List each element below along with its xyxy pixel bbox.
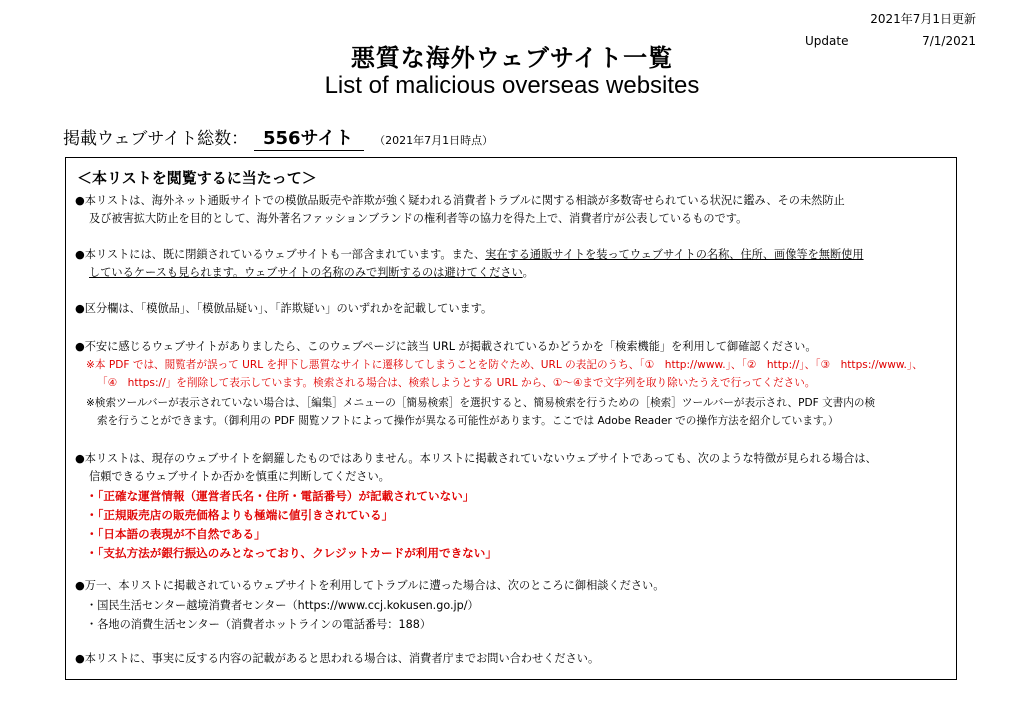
- update-date: 7/1/2021: [922, 34, 976, 48]
- notice-p3: ●区分欄は、「模倣品」、「模倣品疑い」、「詐欺疑い」のいずれかを記載しています。: [75, 302, 493, 315]
- notice-p5-line1: ●本リストは、現存のウェブサイトを網羅したものではありません。本リストに掲載されていないウェブサイトであっても、次のような特徴が見られる場合は、: [75, 452, 877, 465]
- site-total: [63, 124, 493, 151]
- notice-p6-line1: ●万一、本リストに掲載されているウェブサイトを利用してトラブルに遭った場合は、次のところに御相談ください。: [75, 579, 665, 592]
- notice-p2-line2: [89, 265, 534, 281]
- notice-heading: ＜本リストを閲覧するに当たって＞: [77, 169, 317, 187]
- notice-p4-note1-line1: ※本 PDF では、閲覧者が誤って URL を押下し悪質なサイトに遷移してしまうことを防ぐため、URL の表記のうち、「① http://www.」、「② http://」、「③ https://www.」、: [86, 359, 923, 371]
- notice-p6-item2: ・各地の消費生活センター（消費者ホットラインの電話番号：188）: [86, 618, 432, 631]
- notice-p1-line2: 及び被害拡大防止を目的として、海外著名ファッションブランドの権利者等の協力を得た上で、消費者庁が公表しているものです。: [89, 212, 748, 225]
- updated-date-jp: 2021年7月1日更新: [870, 12, 976, 26]
- page-title-en: List of malicious overseas websites: [324, 72, 700, 99]
- notice-p4-note1-line2: 「④ https://」を削除して表示しています。検索される場合は、検索しようとする URL から、①～④まで文字列を取り除いたうえで行ってください。: [97, 377, 816, 389]
- site-total-label: 掲載ウェブサイト総数：: [63, 129, 249, 149]
- site-total-as-of: （2021年7月1日時点）: [374, 134, 494, 147]
- notice-p2-line2-a: しているケースも見られます。ウェブサイトの名称のみで判断するのは避けてください: [89, 266, 523, 279]
- update-label: Update: [805, 34, 849, 48]
- notice-p5-item: ・「日本語の表現が不自然である」: [86, 527, 266, 541]
- notice-p5-item: ・「支払方法が銀行振込のみとなっており、クレジットカードが利用できない」: [86, 546, 497, 560]
- notice-p2-line1-a: ●本リストには、既に閉鎖されているウェブサイトも一部含まれています。また、: [75, 248, 486, 261]
- page-title-jp: 悪質な海外ウェブサイト一覧: [350, 44, 674, 72]
- notice-p5-item: ・「正確な運営情報（運営者氏名・住所・電話番号）が記載されていない」: [86, 489, 475, 503]
- notice-p2-line1-b: 実在する通販サイトを装ってウェブサイトの名称、住所、画像等を無断使用: [485, 248, 864, 261]
- site-total-count: 556サイト: [254, 124, 364, 151]
- notice-p2-line2-b: 。: [522, 266, 534, 279]
- notice-p1-line1: ●本リストは、海外ネット通販サイトでの模倣品販売や詐欺が強く疑われる消費者トラブルに関する相談が多数寄せられている状況に鑑み、その未然防止: [75, 194, 845, 207]
- notice-p7: ●本リストに、事実に反する内容の記載があると思われる場合は、消費者庁までお問い合わせください。: [75, 652, 600, 665]
- notice-p4-note2-line1: ※検索ツールバーが表示されていない場合は、［編集］メニューの［簡易検索］を選択すると、簡易検索を行うための［検索］ツールバーが表示され、PDF 文書内の検: [86, 397, 876, 409]
- notice-p2-line1: [75, 247, 864, 263]
- notice-p4-note2-line2: 索を行うことができます。（御利用の PDF 閲覧ソフトによって操作が異なる可能性があります。ここでは Adobe Reader での操作方法を紹介しています。）: [97, 415, 839, 427]
- notice-p6-item1: ・国民生活センター越境消費者センター（https://www.ccj.kokusen.go.jp/）: [86, 599, 479, 612]
- notice-p4-line1: ●不安に感じるウェブサイトがありましたら、このウェブページに該当 URL が掲載されているかどうかを「検索機能」を利用して御確認ください。: [75, 340, 817, 353]
- notice-p5-line2: 信頼できるウェブサイトか否かを慎重に判断してください。: [89, 470, 390, 483]
- notice-box: [65, 157, 957, 680]
- notice-p5-item: ・「正規販売店の販売価格よりも極端に値引きされている」: [86, 508, 394, 522]
